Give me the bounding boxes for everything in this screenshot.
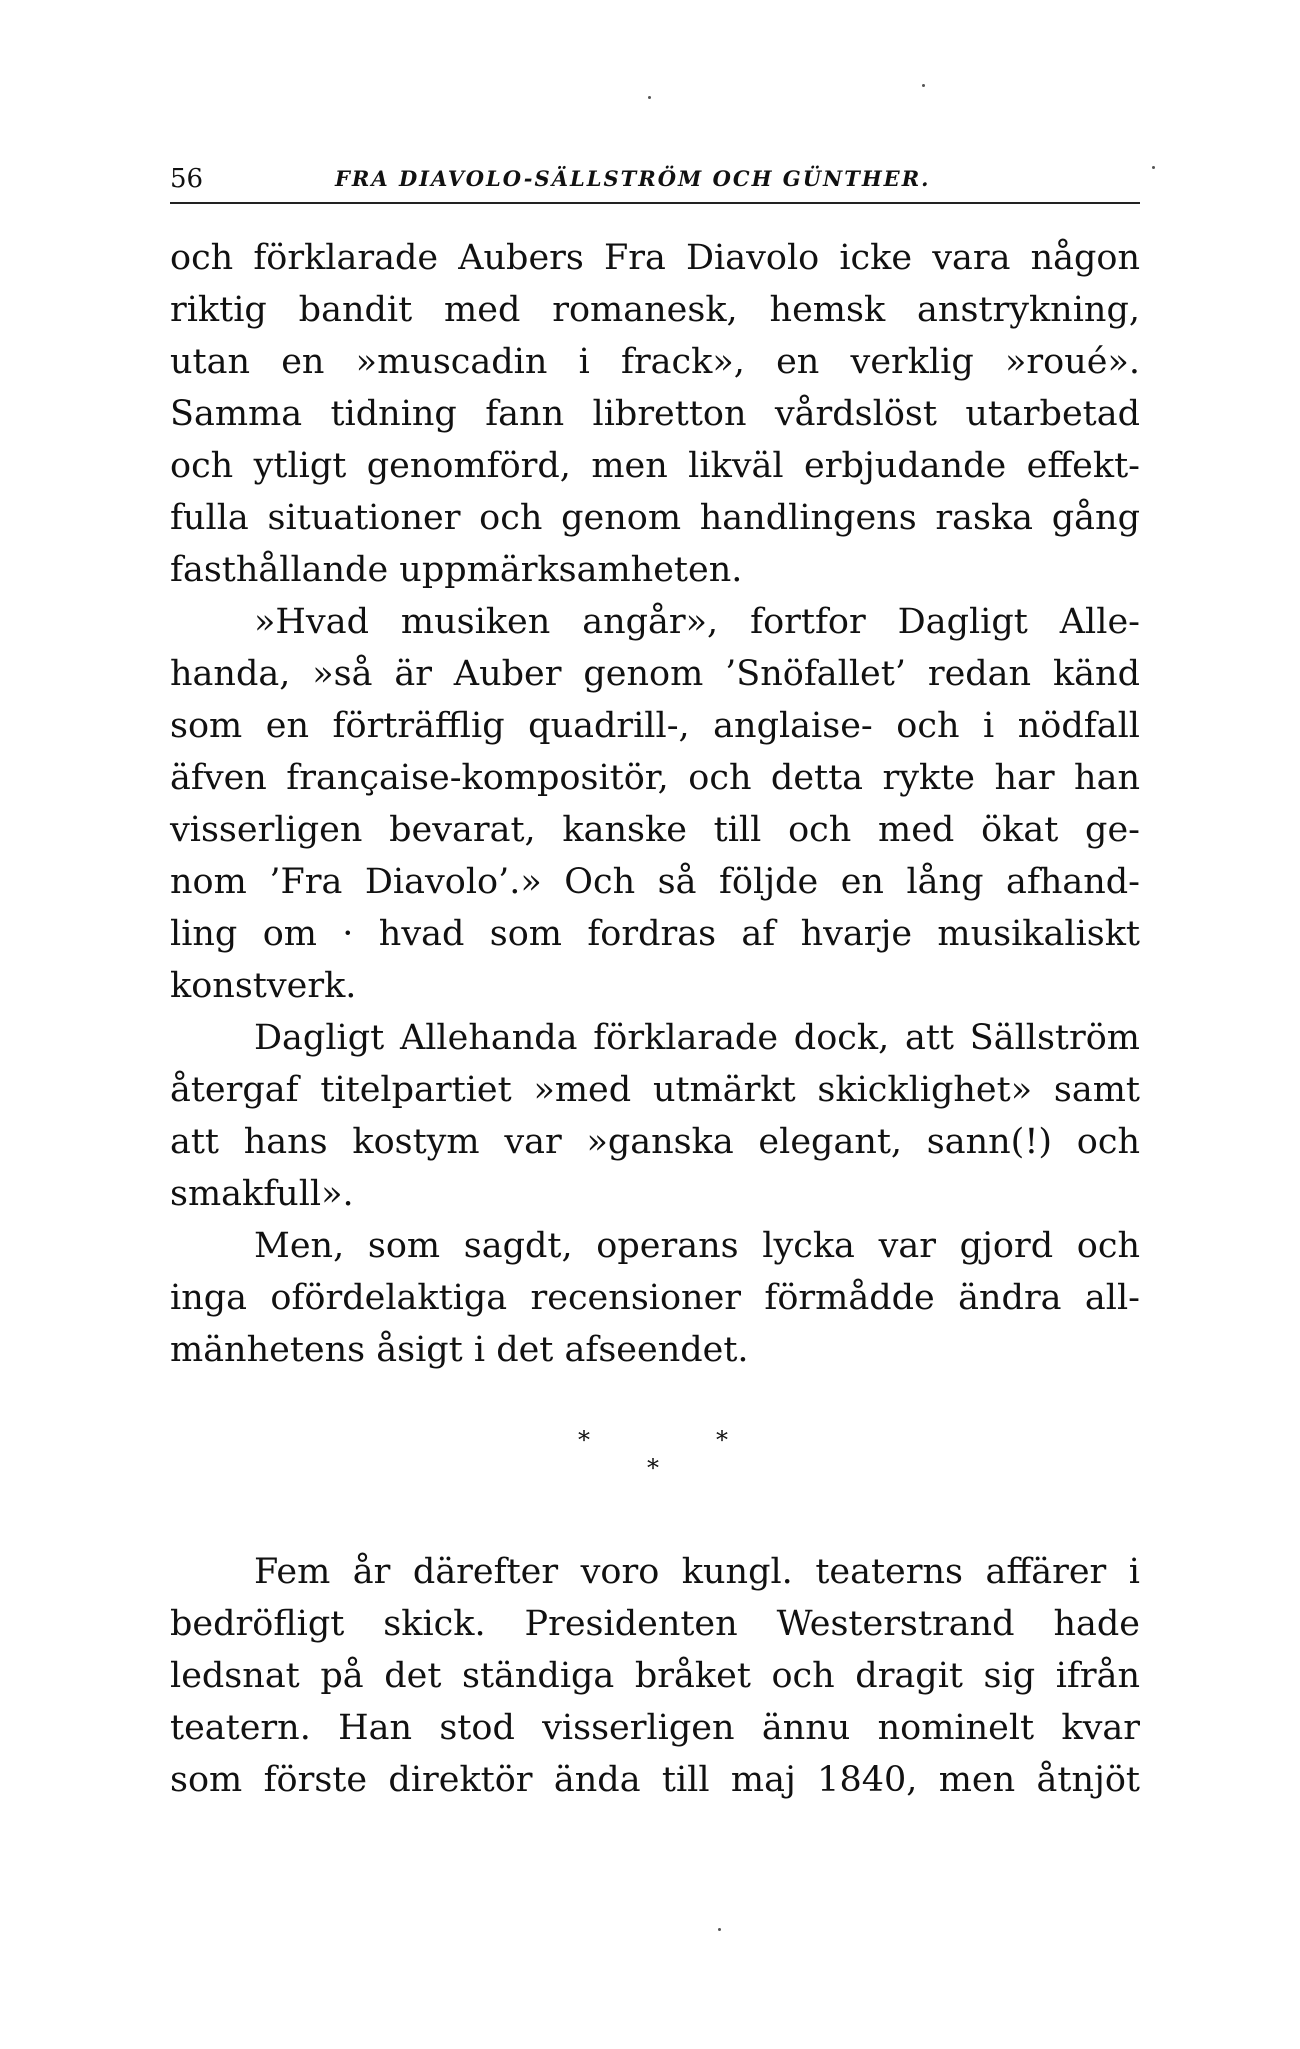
- text-line: Dagligt Allehanda förklarade dock, att Sällström: [254, 1018, 1140, 1058]
- text-line: visserligen bevarat, kanske till och med ökat ge-: [170, 810, 1140, 850]
- text-line: bedröfligt skick. Presidenten Westerstrand hade: [170, 1604, 1140, 1644]
- text-line: Fem år därefter voro kungl. teaterns affärer i: [254, 1552, 1140, 1592]
- asterisk-ornament: *: [647, 1454, 659, 1482]
- running-title: FRA DIAVOLO-SÄLLSTRÖM OCH GÜNTHER.: [335, 166, 931, 191]
- text-line: Samma tidning fann libretton vårdslöst utarbetad: [170, 394, 1140, 434]
- text-line: smakfull».: [170, 1174, 354, 1214]
- paper-speck: [1152, 166, 1155, 169]
- text-line: »Hvad musiken angår», fortfor Dagligt Alle-: [254, 602, 1140, 642]
- text-line: utan en »muscadin i frack», en verklig »roué».: [170, 342, 1140, 382]
- paragraph-2: [170, 596, 1140, 1012]
- text-line: mänhetens åsigt i det afseendet.: [170, 1330, 749, 1370]
- page-number: 56: [170, 164, 204, 194]
- asterisk-ornament: *: [716, 1426, 728, 1454]
- text-line: riktig bandit med romanesk, hemsk anstrykning,: [170, 290, 1140, 330]
- text-line: att hans kostym var »ganska elegant, sann(!) och: [170, 1122, 1140, 1162]
- header-rule: [170, 202, 1140, 204]
- text-line: Men, som sagdt, operans lycka var gjord och: [254, 1226, 1140, 1266]
- text-line: handa, »så är Auber genom ’Snöfallet’ redan känd: [170, 654, 1140, 694]
- text-line: äfven française-kompositör, och detta rykte har han: [170, 758, 1140, 798]
- asterisk-ornament: *: [578, 1426, 590, 1454]
- paper-speck: [718, 1928, 721, 1931]
- text-line: ling om · hvad som fordras af hvarje musikaliskt: [170, 914, 1140, 954]
- paragraph-4: [170, 1220, 1140, 1376]
- text-line: som en förträfflig quadrill-, anglaise- och i nödfall: [170, 706, 1140, 746]
- text-line: fulla situationer och genom handlingens raska gång: [170, 498, 1140, 538]
- text-line: återgaf titelpartiet »med utmärkt skicklighet» samt: [170, 1070, 1140, 1110]
- body-text: [170, 232, 1140, 1806]
- paragraph-3: [170, 1012, 1140, 1220]
- page-header: [170, 160, 1140, 200]
- paragraph-1: [170, 232, 1140, 596]
- text-line: inga ofördelaktiga recensioner förmådde ändra all-: [170, 1278, 1140, 1318]
- text-line: ledsnat på det ständiga bråket och dragit sig ifrån: [170, 1656, 1140, 1696]
- paper-speck: [922, 84, 925, 87]
- text-line: och ytligt genomförd, men likväl erbjudande effekt-: [170, 446, 1140, 486]
- text-line: fasthållande uppmärksamheten.: [170, 550, 743, 590]
- paper-speck: [648, 96, 651, 99]
- text-line: som förste direktör ända till maj 1840, men åtnjöt: [170, 1760, 1140, 1800]
- text-line: konstverk.: [170, 966, 357, 1006]
- paragraph-5: [170, 1546, 1140, 1806]
- text-line: nom ’Fra Diavolo’.» Och så följde en lång afhand-: [170, 862, 1140, 902]
- text-line: och förklarade Aubers Fra Diavolo icke vara någon: [170, 238, 1140, 278]
- section-separator: [170, 1376, 1140, 1546]
- text-line: teatern. Han stod visserligen ännu nominelt kvar: [170, 1708, 1140, 1748]
